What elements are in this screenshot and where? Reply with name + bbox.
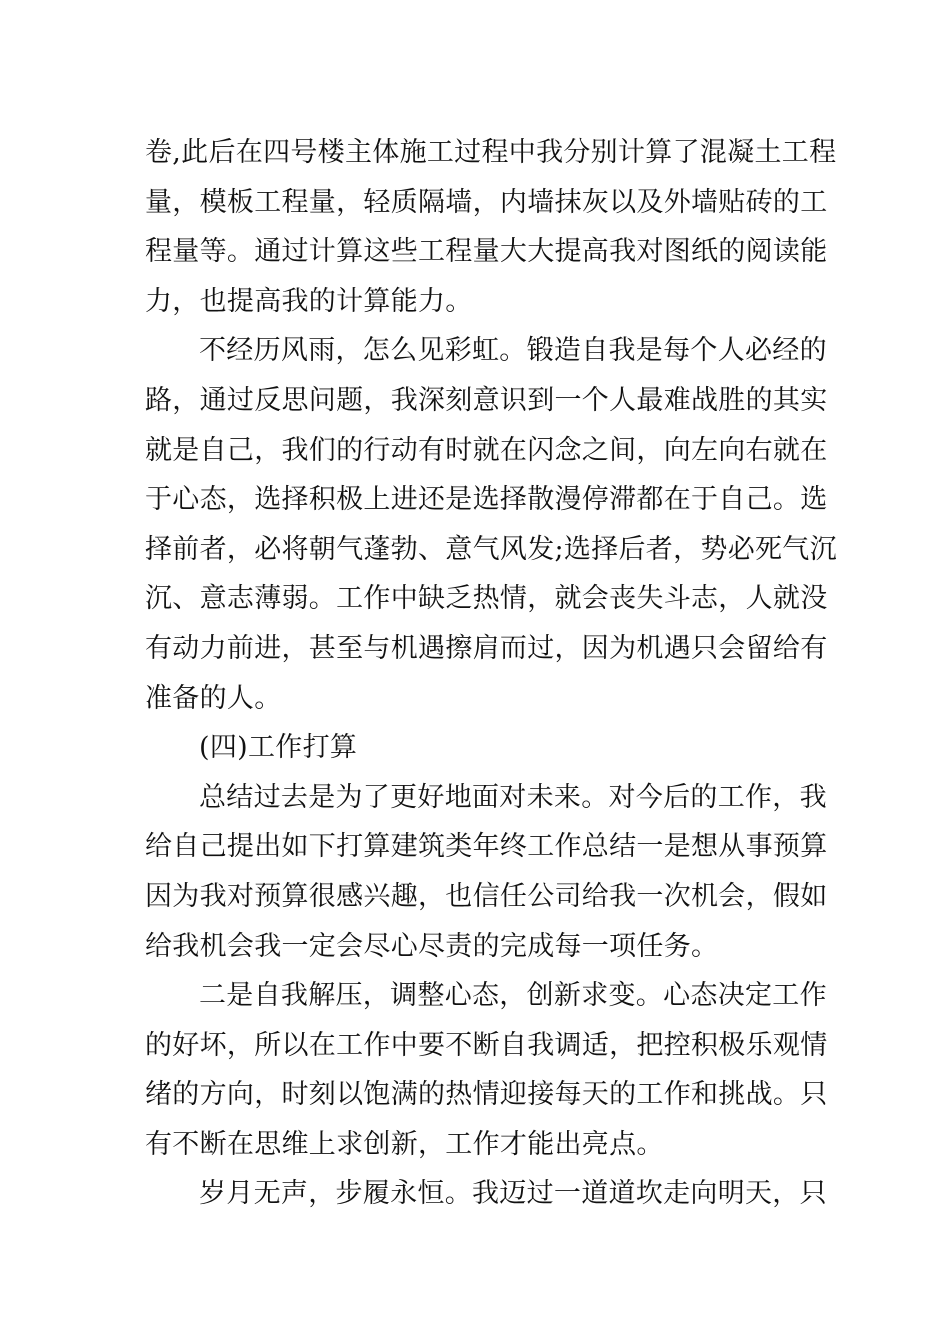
text-line: 因为我对预算很感兴趣，也信任公司给我一次机会，假如 — [145, 880, 828, 912]
paragraph-6 — [145, 1169, 827, 1219]
paragraph-4 — [145, 773, 828, 971]
text-line: 准备的人。 — [145, 682, 282, 714]
text-line: 的好坏，所以在工作中要不断自我调适，把控积极乐观情 — [145, 1029, 828, 1061]
text-line: 给我机会我一定会尽心尽责的完成每一项任务。 — [145, 930, 719, 962]
text-line: 就是自己，我们的行动有时就在闪念之间，向左向右就在 — [145, 434, 828, 466]
text-line: 量，模板工程量，轻质隔墙，内墙抹灰以及外墙贴砖的工 — [145, 186, 828, 218]
text-line: 总结过去是为了更好地面对未来。对今后的工作，我 — [199, 781, 827, 813]
text-line: 不经历风雨，怎么见彩虹。锻造自我是每个人必经的 — [199, 335, 827, 367]
text-line: 有动力前进，甚至与机遇擦肩而过，因为机遇只会留给有 — [145, 632, 828, 664]
paragraph-1 — [145, 128, 837, 326]
text-line: 绪的方向，时刻以饱满的热情迎接每天的工作和挑战。只 — [145, 1079, 828, 1111]
text-line: 路，通过反思问题，我深刻意识到一个人最难战胜的其实 — [145, 384, 828, 416]
text-line: 卷,此后在四号楼主体施工过程中我分别计算了混凝土工程 — [145, 137, 837, 168]
text-line: 沉、意志薄弱。工作中缺乏热情，就会丧失斗志，人就没 — [145, 583, 828, 615]
paragraph-5 — [145, 971, 828, 1169]
text-line: 给自己提出如下打算建筑类年终工作总结一是想从事预算 — [145, 831, 828, 863]
section-heading-text: (四)工作打算 — [199, 732, 358, 764]
section-heading — [145, 723, 810, 773]
text-line: 力，也提高我的计算能力。 — [145, 285, 473, 317]
text-line: 于心态，选择积极上进还是选择散漫停滞都在于自己。选 — [145, 484, 828, 516]
text-line: 二是自我解压，调整心态，创新求变。心态决定工作 — [199, 980, 827, 1012]
text-line: 岁月无声，步履永恒。我迈过一道道坎走向明天，只 — [199, 1178, 827, 1210]
document-body — [145, 128, 837, 1219]
text-line: 择前者，必将朝气蓬勃、意气风发;选择后者，势必死气沉 — [145, 533, 837, 565]
text-line: 程量等。通过计算这些工程量大大提高我对图纸的阅读能 — [145, 236, 828, 268]
paragraph-2 — [145, 326, 837, 723]
text-line: 有不断在思维上求创新，工作才能出亮点。 — [145, 1128, 664, 1160]
